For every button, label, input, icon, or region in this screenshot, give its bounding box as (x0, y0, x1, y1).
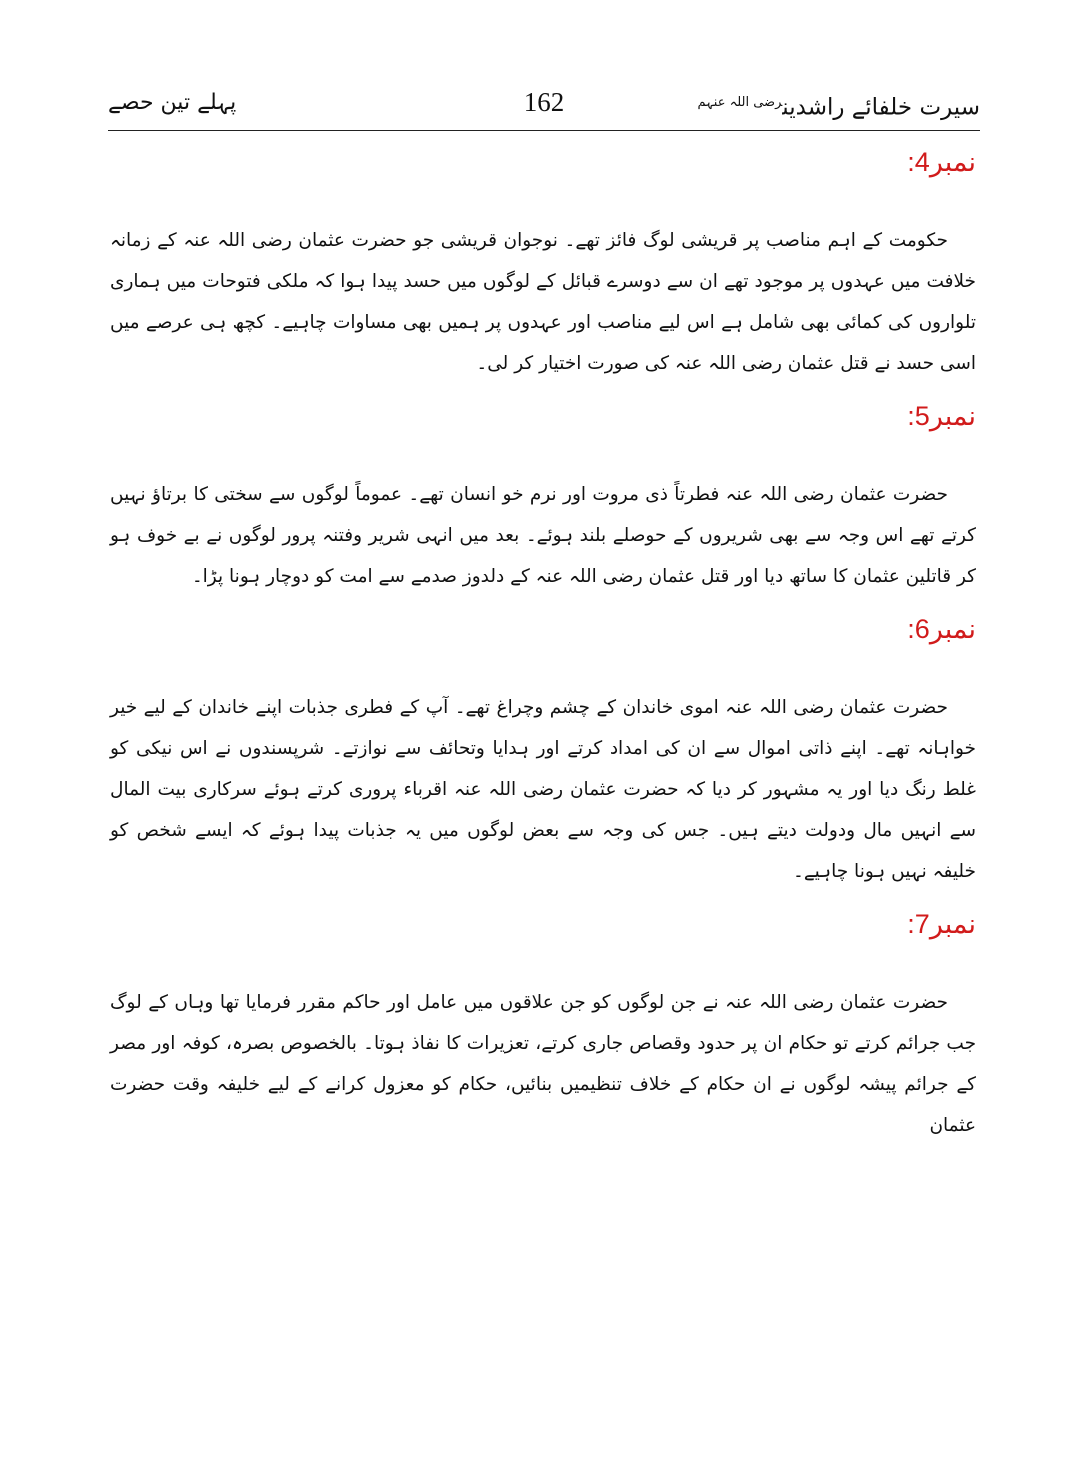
honorific-mark: رضی اللہ عنہم (697, 95, 783, 110)
header-divider (108, 130, 980, 131)
section-heading-7 (110, 904, 976, 956)
heading-label: نمبر (929, 909, 976, 940)
running-header (108, 80, 980, 126)
paragraph-6: حضرت عثمان رضی اللہ عنہ اموی خاندان کے چشم وچراغ تھے۔ آپ کے فطری جذبات اپنے خاندان کے لیے خیر خواہانہ تھے۔ اپنے ذاتی اموال سے ان کی امداد کرتے اور ہدایا وتحائف سے نوازتے۔ شرپسندوں نے اس نیکی کو غلط رنگ دیا اور یہ مشہور کر دیا کہ حضرت عثمان رضی اللہ عنہ اقرباء پروری کرتے ہوئے سرکاری بیت المال سے انہیں مال ودولت دیتے ہیں۔ جس کی وجہ سے بعض لوگوں میں یہ جذبات پیدا ہوئے کہ ایسے شخص کو خلیفہ نہیں ہونا چاہیے۔ (110, 697, 976, 882)
heading-label: نمبر (929, 614, 976, 645)
section-heading-4 (110, 142, 976, 194)
heading-label: نمبر (929, 401, 976, 432)
heading-number: 5: (907, 401, 930, 431)
page-body (110, 142, 976, 1158)
volume-label: پہلے تین حصے (108, 90, 237, 115)
section-heading-5 (110, 396, 976, 448)
book-title-text: سیرت خلفائے راشدین (782, 94, 980, 121)
heading-label: نمبر (929, 147, 976, 178)
heading-number: 7: (907, 909, 930, 939)
section-heading-6 (110, 609, 976, 661)
paragraph-4: حکومت کے اہم مناصب پر قریشی لوگ فائز تھے۔ نوجوان قریشی جو حضرت عثمان رضی اللہ عنہ کے زمانہ خلافت میں عہدوں پر موجود تھے ان سے دوسرے قبائل کے لوگوں میں حسد پیدا ہوا کہ ملکی فتوحات میں ہماری تلواروں کی کمائی بھی شامل ہے اس لیے مناصب اور عہدوں پر ہمیں بھی مساوات چاہیے۔ کچھ ہی عرصے میں اسی حسد نے قتل عثمان رضی اللہ عنہ کی صورت اختیار کر لی۔ (110, 230, 976, 374)
heading-number: 4: (907, 147, 930, 177)
paragraph-7: حضرت عثمان رضی اللہ عنہ نے جن لوگوں کو جن علاقوں میں عامل اور حاکم مقرر فرمایا تھا وہاں کے لوگ جب جرائم کرتے تو حکام ان پر حدود وقصاص جاری کرتے، تعزیرات کا نفاذ ہوتا۔ بالخصوص بصرہ، کوفہ اور مصر کے جرائم پیشہ لوگوں نے ان حکام کے خلاف تنظیمیں بنائیں، حکام کو معزول کرانے کے لیے خلیفہ وقت حضرت عثمان (110, 992, 976, 1136)
page-number: 162 (523, 87, 565, 117)
heading-number: 6: (907, 614, 930, 644)
paragraph-5: حضرت عثمان رضی اللہ عنہ فطرتاً ذی مروت اور نرم خو انسان تھے۔ عموماً لوگوں سے سختی کا برتاؤ نہیں کرتے تھے اس وجہ سے بھی شریروں کے حوصلے بلند ہوئے۔ بعد میں انہی شریر وفتنہ پرور لوگوں نے بے خوف ہو کر قاتلین عثمان کا ساتھ دیا اور قتل عثمان رضی اللہ عنہ کے دلدوز صدمے سے امت کو دوچار ہونا پڑا۔ (110, 484, 976, 587)
